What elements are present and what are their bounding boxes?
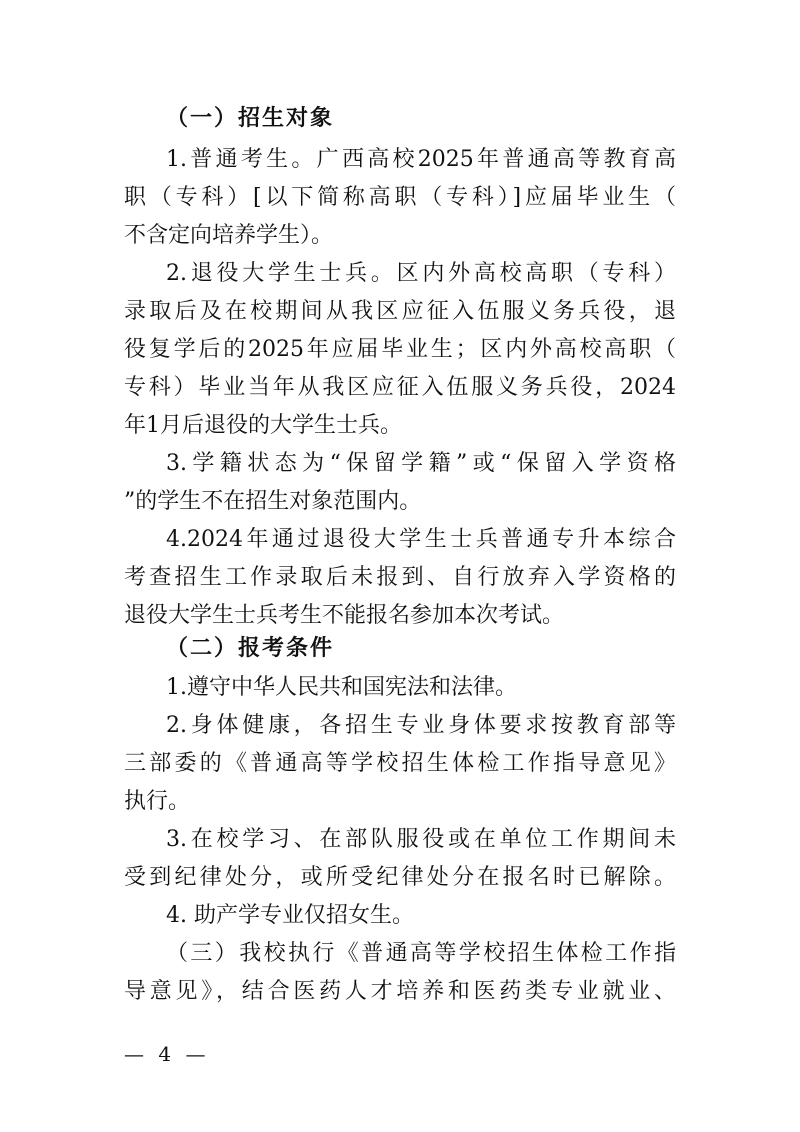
paragraph-line: 受到纪律处分，或所受纪律处分在报名时已解除。 — [124, 865, 676, 890]
paragraph-line: 3.学籍状态为“保留学籍”或“保留入学资格 — [166, 451, 676, 476]
paragraph-line: 职（专科）[以下简称高职（专科）]应届毕业生（ — [124, 185, 676, 210]
paragraph-line: ”的学生不在招生对象范围内。 — [124, 489, 422, 514]
paragraph-line: 2.身体健康，各招生专业身体要求按教育部等 — [166, 713, 676, 738]
section-heading-enrollment-targets: （一）招生对象 — [166, 105, 335, 131]
paragraph-line: 考查招生工作录取后未报到、自行放弃入学资格的 — [124, 565, 676, 590]
paragraph-line: 不含定向培养学生）。 — [124, 223, 334, 248]
paragraph-line: 导意见》，结合医药人才培养和医药类专业就业、 — [124, 979, 676, 1004]
paragraph-line: 执行。 — [124, 789, 191, 814]
paragraph-line: 退役大学生士兵考生不能报名参加本次考试。 — [124, 603, 565, 628]
paragraph-line: 2.退役大学生士兵。区内外高校高职（专科） — [166, 261, 676, 286]
paragraph-line: 1.普通考生。广西高校2025年普通高等教育高 — [166, 147, 676, 172]
section-heading-application-requirements: （二）报考条件 — [166, 635, 335, 661]
paragraph-line: 4. 助产学专业仅招女生。 — [166, 903, 414, 928]
paragraph-line: 3.在校学习、在部队服役或在单位工作期间未 — [166, 827, 676, 852]
paragraph-line: 年1月后退役的大学生士兵。 — [124, 413, 402, 438]
paragraph-line: （三）我校执行《普通高等学校招生体检工作指 — [166, 941, 676, 966]
page-number: — 4 — — [124, 1042, 210, 1066]
paragraph-line: 4.2024年通过退役大学生士兵普通专升本综合 — [166, 527, 676, 552]
paragraph-line: 专科）毕业当年从我区应征入伍服义务兵役，2024 — [124, 375, 676, 400]
paragraph-line: 三部委的《普通高等学校招生体检工作指导意见》 — [124, 751, 676, 776]
paragraph-line: 录取后及在校期间从我区应征入伍服义务兵役，退 — [124, 299, 676, 324]
paragraph-line: 役复学后的2025年应届毕业生；区内外高校高职（ — [124, 337, 676, 362]
paragraph-line: 1.遵守中华人民共和国宪法和法律。 — [166, 675, 517, 700]
